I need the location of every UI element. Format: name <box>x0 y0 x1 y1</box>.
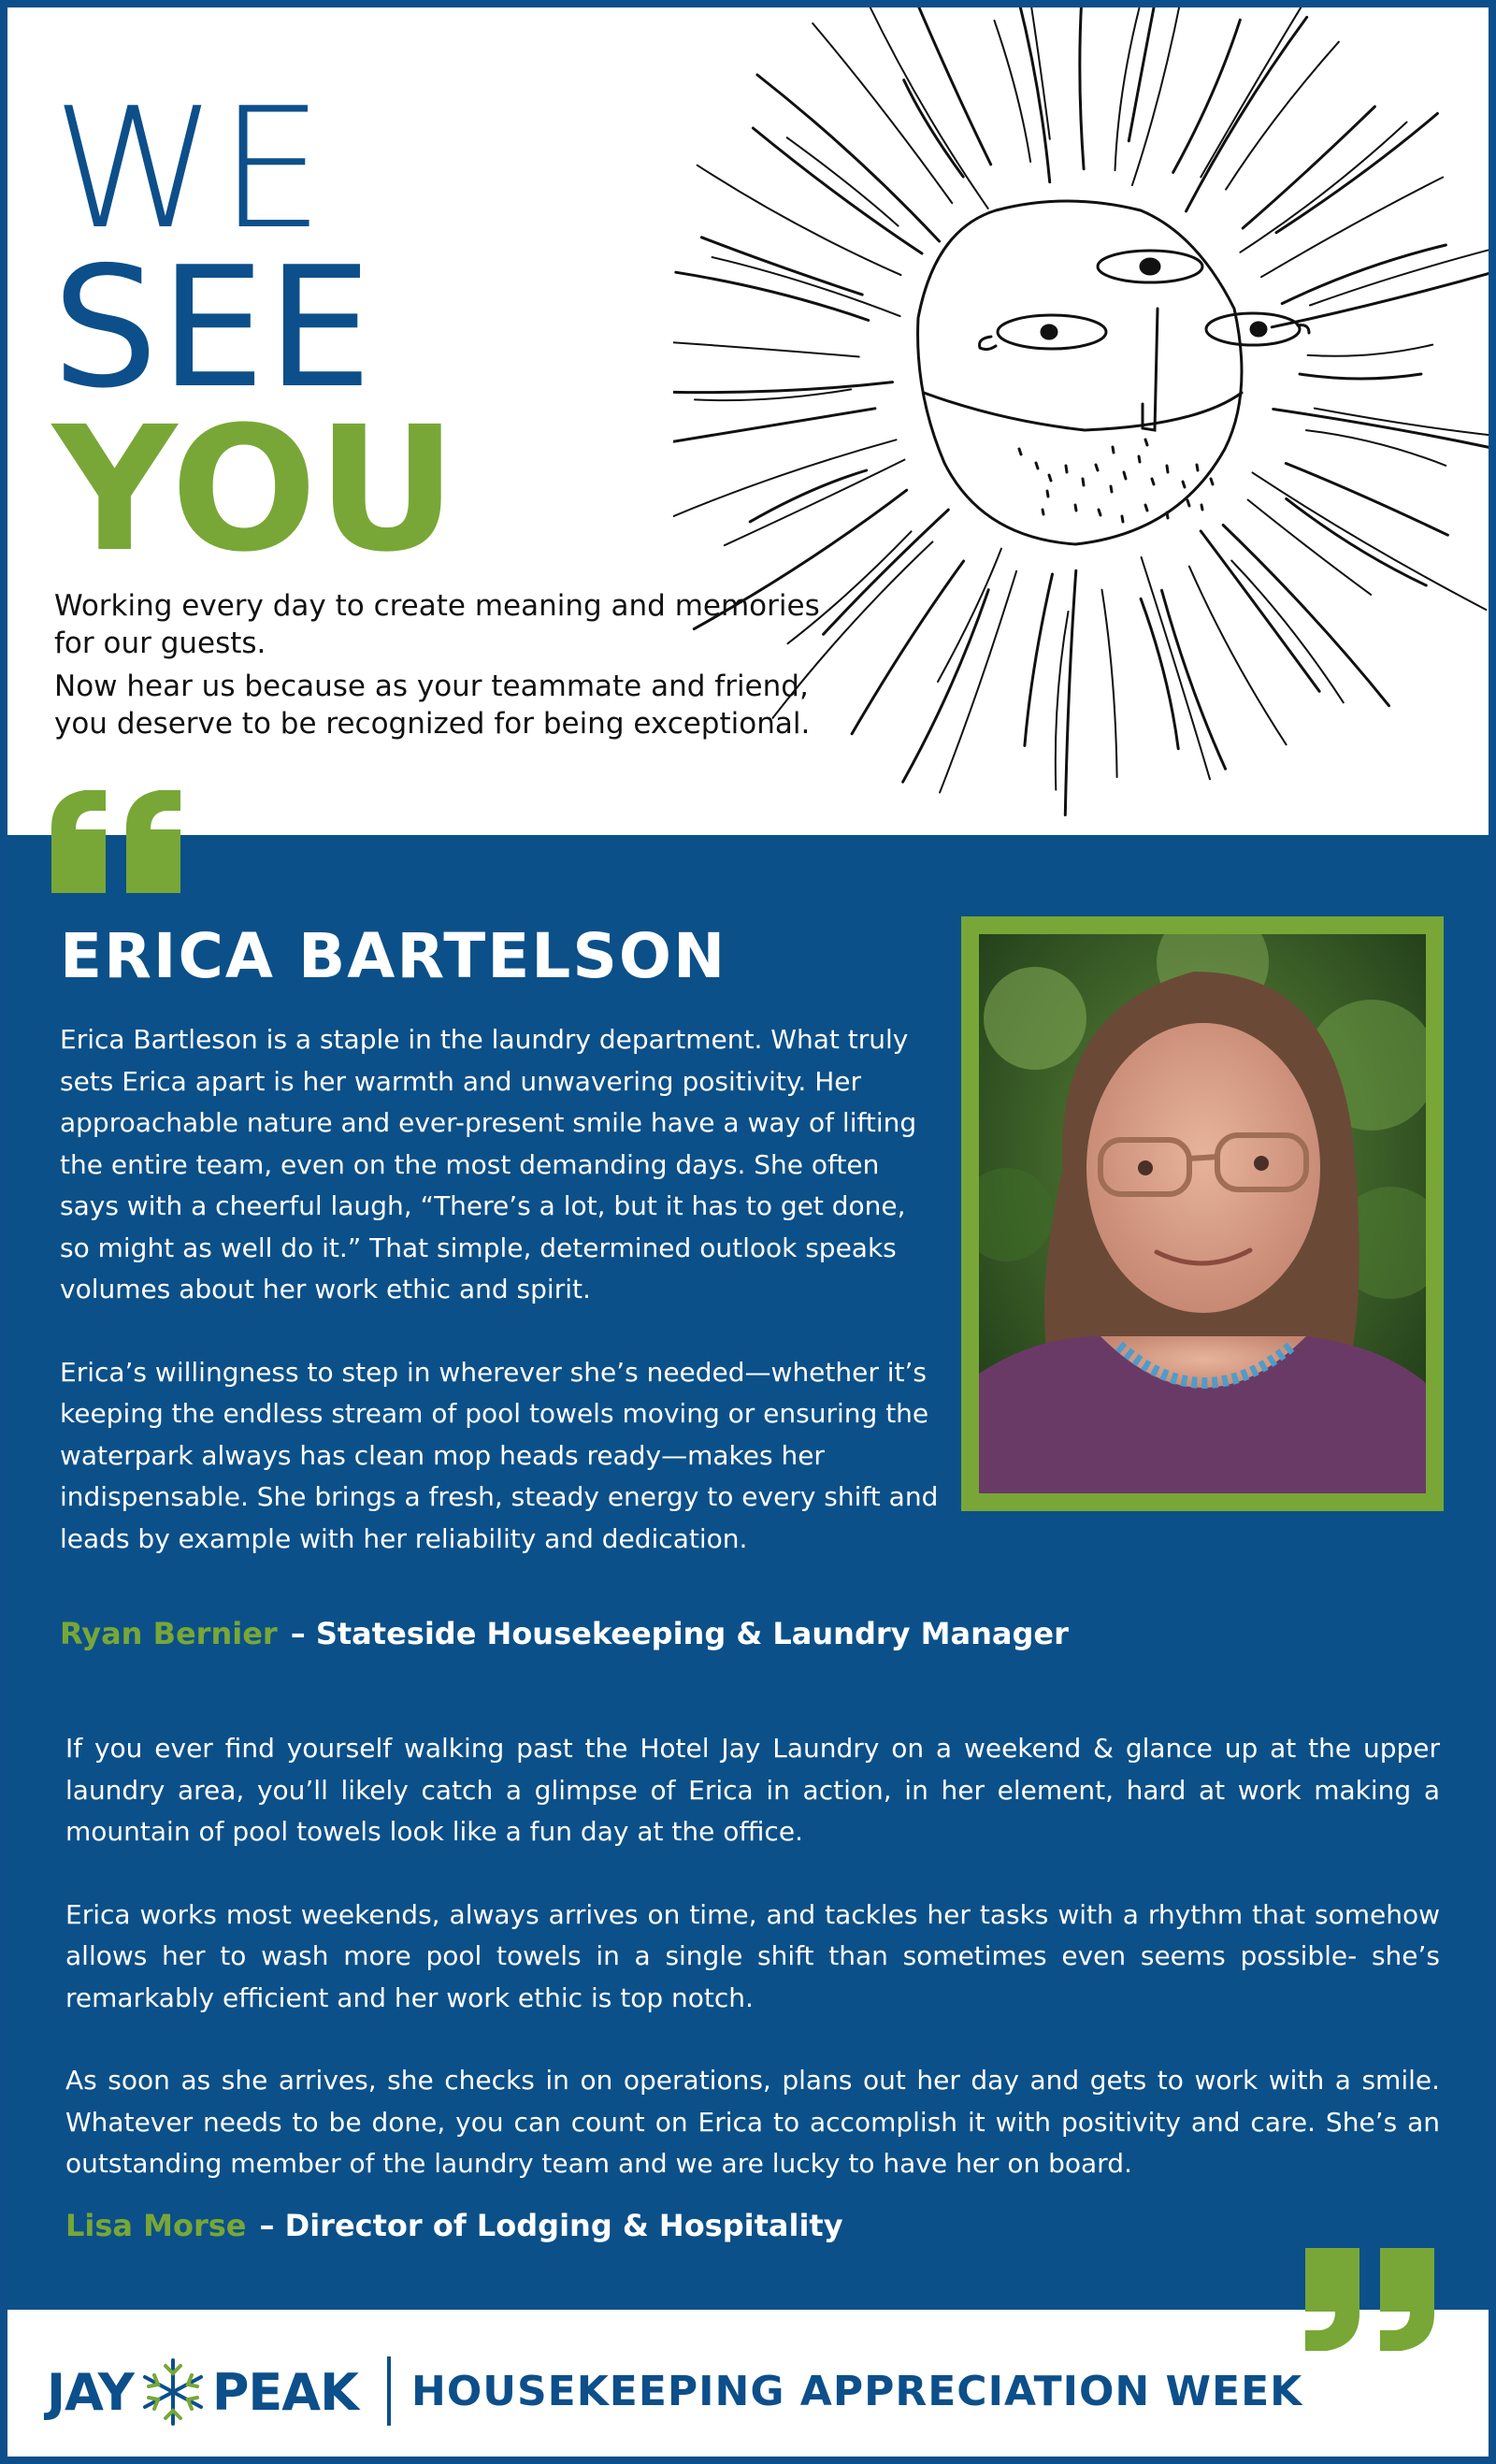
sun-ray <box>673 342 859 357</box>
sun-ray <box>757 75 940 241</box>
signature-name: Lisa Morse <box>65 2208 247 2243</box>
sun-ray <box>868 2 988 209</box>
photo-frame <box>961 916 1444 1511</box>
footer-title: HOUSEKEEPING APPRECIATION WEEK <box>411 2368 1303 2415</box>
signature-role: – Stateside Housekeeping & Laundry Manager <box>290 1616 1069 1651</box>
sun-ray <box>1240 122 1406 252</box>
intro-paragraph-2: Now hear us because as your teammate and friend, you deserve to be recognized for being exceptional. <box>54 670 811 741</box>
logo-word-jay: JAY <box>47 2362 134 2422</box>
sun-ray <box>1248 500 1372 595</box>
intro-paragraph-1: Working every day to create meaning and memories for our guests. <box>54 589 820 660</box>
honoree-name: ERICA BARTELSON <box>60 920 727 992</box>
testimonial-paragraph: Erica’s willingness to step in wherever she’s needed—whether it’s keeping the endless stream of pool towels moving or ensuring the waterpark always has clean mop heads ready—makes her indispensable. She brings a fresh, steady energy to every shift and leads by example with her reliability and dedication. <box>60 1356 939 1554</box>
sun-ray <box>1308 345 1433 356</box>
sun-ray <box>995 21 1031 162</box>
sun-ray <box>1080 0 1084 169</box>
testimonial-paragraph: Erica works most weekends, always arrives on time, and tackles her tasks with a rhythm that somehow allows her to wash more pool towels in a single shift than sometimes even seems possible- she’s remarkably efficient and her work ethic is top notch. <box>65 1898 1440 2013</box>
hero-line-we: WE <box>52 72 326 266</box>
sun-ray <box>698 166 901 275</box>
sun-ray <box>1141 598 1178 748</box>
testimonial-paragraph: If you ever find yourself walking past the Hotel Jay Laundry on a weekend & glance up at the upper laundry area, you’ll likely catch a glimpse of Erica in action, in her element, hard at work making a mountain of pool towels look like a fun day at the office. <box>65 1733 1440 1847</box>
close-quote-icon <box>1305 2248 1434 2351</box>
jay-peak-logo <box>47 2355 358 2429</box>
sun-ray <box>1282 245 1446 304</box>
sun-ray <box>1286 464 1447 536</box>
sun-ray <box>1162 590 1226 769</box>
sun-ray <box>1129 0 1169 141</box>
sun-ray <box>1300 374 1421 379</box>
sun-ray <box>750 470 867 522</box>
sun-ray <box>1261 178 1443 278</box>
sun-ray <box>1065 570 1076 814</box>
hero-line-see: SEE <box>52 231 374 425</box>
sun-ray <box>824 510 949 634</box>
testimonial-paragraph: Erica Bartleson is a staple in the laundry department. What truly sets Erica apart is her warmth and unwavering positivity. Her approachable nature and ever-present smile have a way of lifting the entire team, even on the most demanding days. She often says with a cheerful laugh, “There’s a lot, but it has to get done, so might as well do it.” That simple, determined outlook speaks volumes about her work ethic and spirit. <box>60 1024 917 1304</box>
sun-ray <box>1273 410 1496 459</box>
testimonial-paragraph: As soon as she arrives, she checks in on operations, plans out her day and gets to work with a smile. Whatever needs to be done, you can count on Erica to accomplish it with positivity and care. She’s an outstanding member of the laundry team and we are lucky to have her on board. <box>65 2065 1440 2179</box>
logo-word-peak: PEAK <box>211 2362 358 2422</box>
sun-face-drawing-icon <box>673 0 1496 823</box>
sun-ray <box>712 257 900 316</box>
sun-ray <box>673 439 897 523</box>
open-quote-icon <box>51 790 187 893</box>
sun-ray <box>1201 531 1319 691</box>
sun-ray <box>1115 8 1140 170</box>
sun-ray <box>1102 590 1117 777</box>
sun-ray <box>1287 498 1427 585</box>
sun-ray <box>1025 574 1053 745</box>
signature-lisa <box>65 2208 843 2243</box>
sun-ray <box>1272 267 1496 326</box>
sun-ray <box>673 382 893 393</box>
sun-ray <box>1226 42 1339 190</box>
sun-ray <box>1132 0 1187 185</box>
sun-ray <box>676 272 869 320</box>
sun-ray <box>1315 409 1496 438</box>
sun-ray <box>938 549 1001 682</box>
signature-name: Ryan Bernier <box>60 1616 278 1651</box>
sun-ray <box>903 590 989 783</box>
manager-testimonial <box>60 1019 939 1601</box>
snowflake-star-icon <box>137 2356 209 2428</box>
footer-divider <box>387 2356 391 2426</box>
sun-ray <box>1173 20 1241 172</box>
sun-ray <box>1276 113 1437 232</box>
hero-line-you: YOU <box>52 390 457 590</box>
sun-ray <box>753 128 922 253</box>
director-testimonial <box>65 1728 1440 2226</box>
sun-ray <box>904 80 963 177</box>
sun-ray <box>813 23 952 203</box>
portrait-photo-icon <box>979 934 1426 1493</box>
sun-ray <box>725 460 905 546</box>
sun-ray <box>673 409 875 442</box>
signature-ryan <box>60 1616 1069 1651</box>
signature-role: – Director of Lodging & Hospitality <box>259 2208 843 2243</box>
